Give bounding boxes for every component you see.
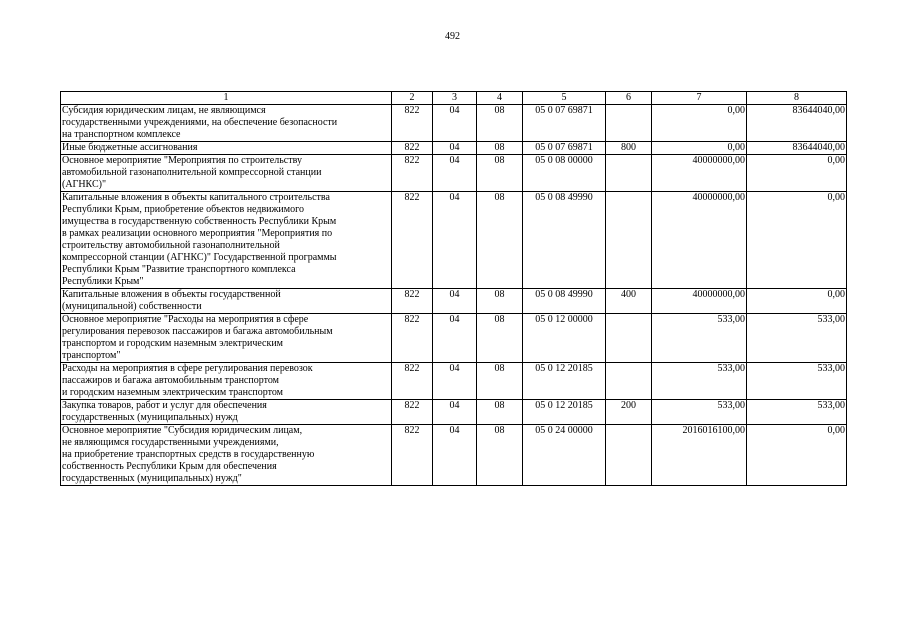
description-line: государственных (муниципальных) нужд	[62, 412, 238, 423]
row-description	[61, 192, 392, 289]
target-article-code: 05 0 12 20185	[523, 363, 606, 400]
description-line: Основное мероприятие "Расходы на мероприятия в сфере	[62, 314, 309, 325]
section-code: 04	[433, 192, 477, 289]
expense-type-code	[606, 425, 652, 486]
description-line: в рамках реализации основного мероприятия "Мероприятия по	[62, 228, 333, 239]
description-line: на транспортном комплексе	[62, 129, 181, 140]
description-line: не являющимся государственными учреждениями,	[62, 437, 279, 448]
amount-year-2: 0,00	[747, 425, 847, 486]
column-header: 7	[652, 92, 747, 105]
ministry-code: 822	[392, 425, 433, 486]
description-line: транспортом и городским наземным электрическим	[62, 338, 284, 349]
section-code: 04	[433, 105, 477, 142]
amount-year-1: 40000000,00	[652, 289, 747, 314]
expense-type-code	[606, 155, 652, 192]
description-line: Основное мероприятие "Субсидия юридическим лицам,	[62, 425, 303, 436]
budget-table	[60, 91, 847, 486]
description-line: Республики Крым, приобретение объектов недвижимого	[62, 204, 304, 215]
column-header: 8	[747, 92, 847, 105]
table-row	[61, 192, 847, 289]
ministry-code: 822	[392, 192, 433, 289]
target-article-code: 05 0 07 69871	[523, 105, 606, 142]
description-line: строительству автомобильной газонаполнительной	[62, 240, 280, 251]
amount-year-1: 0,00	[652, 105, 747, 142]
amount-year-2: 533,00	[747, 400, 847, 425]
section-code: 04	[433, 155, 477, 192]
expense-type-code: 400	[606, 289, 652, 314]
amount-year-2: 83644040,00	[747, 105, 847, 142]
description-line: собственность Республики Крым для обеспечения	[62, 461, 277, 472]
description-line: компрессорной станции (АГНКС)" Государственной программы	[62, 252, 337, 263]
ministry-code: 822	[392, 155, 433, 192]
table-row	[61, 400, 847, 425]
amount-year-1: 533,00	[652, 400, 747, 425]
description-line: Субсидия юридическим лицам, не являющимся	[62, 105, 266, 116]
ministry-code: 822	[392, 314, 433, 363]
row-description	[61, 105, 392, 142]
description-line: транспортом"	[62, 350, 121, 361]
subsection-code: 08	[477, 425, 523, 486]
row-description	[61, 142, 392, 155]
section-code: 04	[433, 142, 477, 155]
row-description	[61, 363, 392, 400]
table-row	[61, 363, 847, 400]
description-line: регулирования перевозок пассажиров и багажа автомобильным	[62, 326, 333, 337]
section-code: 04	[433, 363, 477, 400]
section-code: 04	[433, 289, 477, 314]
table-row	[61, 425, 847, 486]
column-header: 2	[392, 92, 433, 105]
subsection-code: 08	[477, 314, 523, 363]
row-description	[61, 425, 392, 486]
column-header: 1	[61, 92, 392, 105]
row-description	[61, 289, 392, 314]
description-line: на приобретение транспортных средств в государственную	[62, 449, 315, 460]
description-line: Республики Крым "Развитие транспортного комплекса	[62, 264, 296, 275]
description-line: Капитальные вложения в объекты капитального строительства	[62, 192, 330, 203]
ministry-code: 822	[392, 105, 433, 142]
description-line: (АГНКС)"	[62, 179, 107, 190]
expense-type-code	[606, 363, 652, 400]
description-line: Основное мероприятие "Мероприятия по строительству	[62, 155, 302, 166]
amount-year-2: 0,00	[747, 155, 847, 192]
ministry-code: 822	[392, 142, 433, 155]
description-line: государственных (муниципальных) нужд"	[62, 473, 242, 484]
target-article-code: 05 0 08 00000	[523, 155, 606, 192]
amount-year-1: 40000000,00	[652, 192, 747, 289]
amount-year-1: 0,00	[652, 142, 747, 155]
subsection-code: 08	[477, 192, 523, 289]
target-article-code: 05 0 24 00000	[523, 425, 606, 486]
description-line: Иные бюджетные ассигнования	[62, 142, 198, 153]
target-article-code: 05 0 08 49990	[523, 192, 606, 289]
description-line: Расходы на мероприятия в сфере регулирования перевозок	[62, 363, 313, 374]
amount-year-1: 533,00	[652, 314, 747, 363]
column-header: 6	[606, 92, 652, 105]
expense-type-code	[606, 105, 652, 142]
ministry-code: 822	[392, 400, 433, 425]
amount-year-2: 0,00	[747, 192, 847, 289]
subsection-code: 08	[477, 289, 523, 314]
subsection-code: 08	[477, 142, 523, 155]
amount-year-2: 0,00	[747, 289, 847, 314]
table-row	[61, 105, 847, 142]
table-row	[61, 314, 847, 363]
description-line: Капитальные вложения в объекты государственной	[62, 289, 281, 300]
section-code: 04	[433, 314, 477, 363]
description-line: и городским наземным электрическим транспортом	[62, 387, 284, 398]
expense-type-code: 200	[606, 400, 652, 425]
table-row	[61, 155, 847, 192]
description-line: автомобильной газонаполнительной компрессорной станции	[62, 167, 322, 178]
target-article-code: 05 0 07 69871	[523, 142, 606, 155]
description-line: Республики Крым"	[62, 276, 144, 287]
table-row	[61, 289, 847, 314]
description-line: Закупка товаров, работ и услуг для обеспечения	[62, 400, 267, 411]
subsection-code: 08	[477, 155, 523, 192]
description-line: государственными учреждениями, на обеспечение безопасности	[62, 117, 338, 128]
amount-year-2: 533,00	[747, 314, 847, 363]
row-description	[61, 400, 392, 425]
subsection-code: 08	[477, 400, 523, 425]
subsection-code: 08	[477, 363, 523, 400]
target-article-code: 05 0 12 00000	[523, 314, 606, 363]
description-line: имущества в государственную собственность Республики Крым	[62, 216, 337, 227]
ministry-code: 822	[392, 363, 433, 400]
amount-year-1: 40000000,00	[652, 155, 747, 192]
column-header: 4	[477, 92, 523, 105]
amount-year-2: 83644040,00	[747, 142, 847, 155]
row-description	[61, 155, 392, 192]
amount-year-2: 533,00	[747, 363, 847, 400]
ministry-code: 822	[392, 289, 433, 314]
subsection-code: 08	[477, 105, 523, 142]
target-article-code: 05 0 08 49990	[523, 289, 606, 314]
row-description	[61, 314, 392, 363]
table-header-row	[61, 92, 847, 105]
column-header: 5	[523, 92, 606, 105]
amount-year-1: 533,00	[652, 363, 747, 400]
page-number: 492	[445, 31, 460, 42]
expense-type-code	[606, 314, 652, 363]
section-code: 04	[433, 425, 477, 486]
amount-year-1: 2016016100,00	[652, 425, 747, 486]
expense-type-code	[606, 192, 652, 289]
expense-type-code: 800	[606, 142, 652, 155]
column-header: 3	[433, 92, 477, 105]
target-article-code: 05 0 12 20185	[523, 400, 606, 425]
description-line: пассажиров и багажа автомобильным транспортом	[62, 375, 279, 386]
section-code: 04	[433, 400, 477, 425]
description-line: (муниципальной) собственности	[62, 301, 202, 312]
table-row	[61, 142, 847, 155]
